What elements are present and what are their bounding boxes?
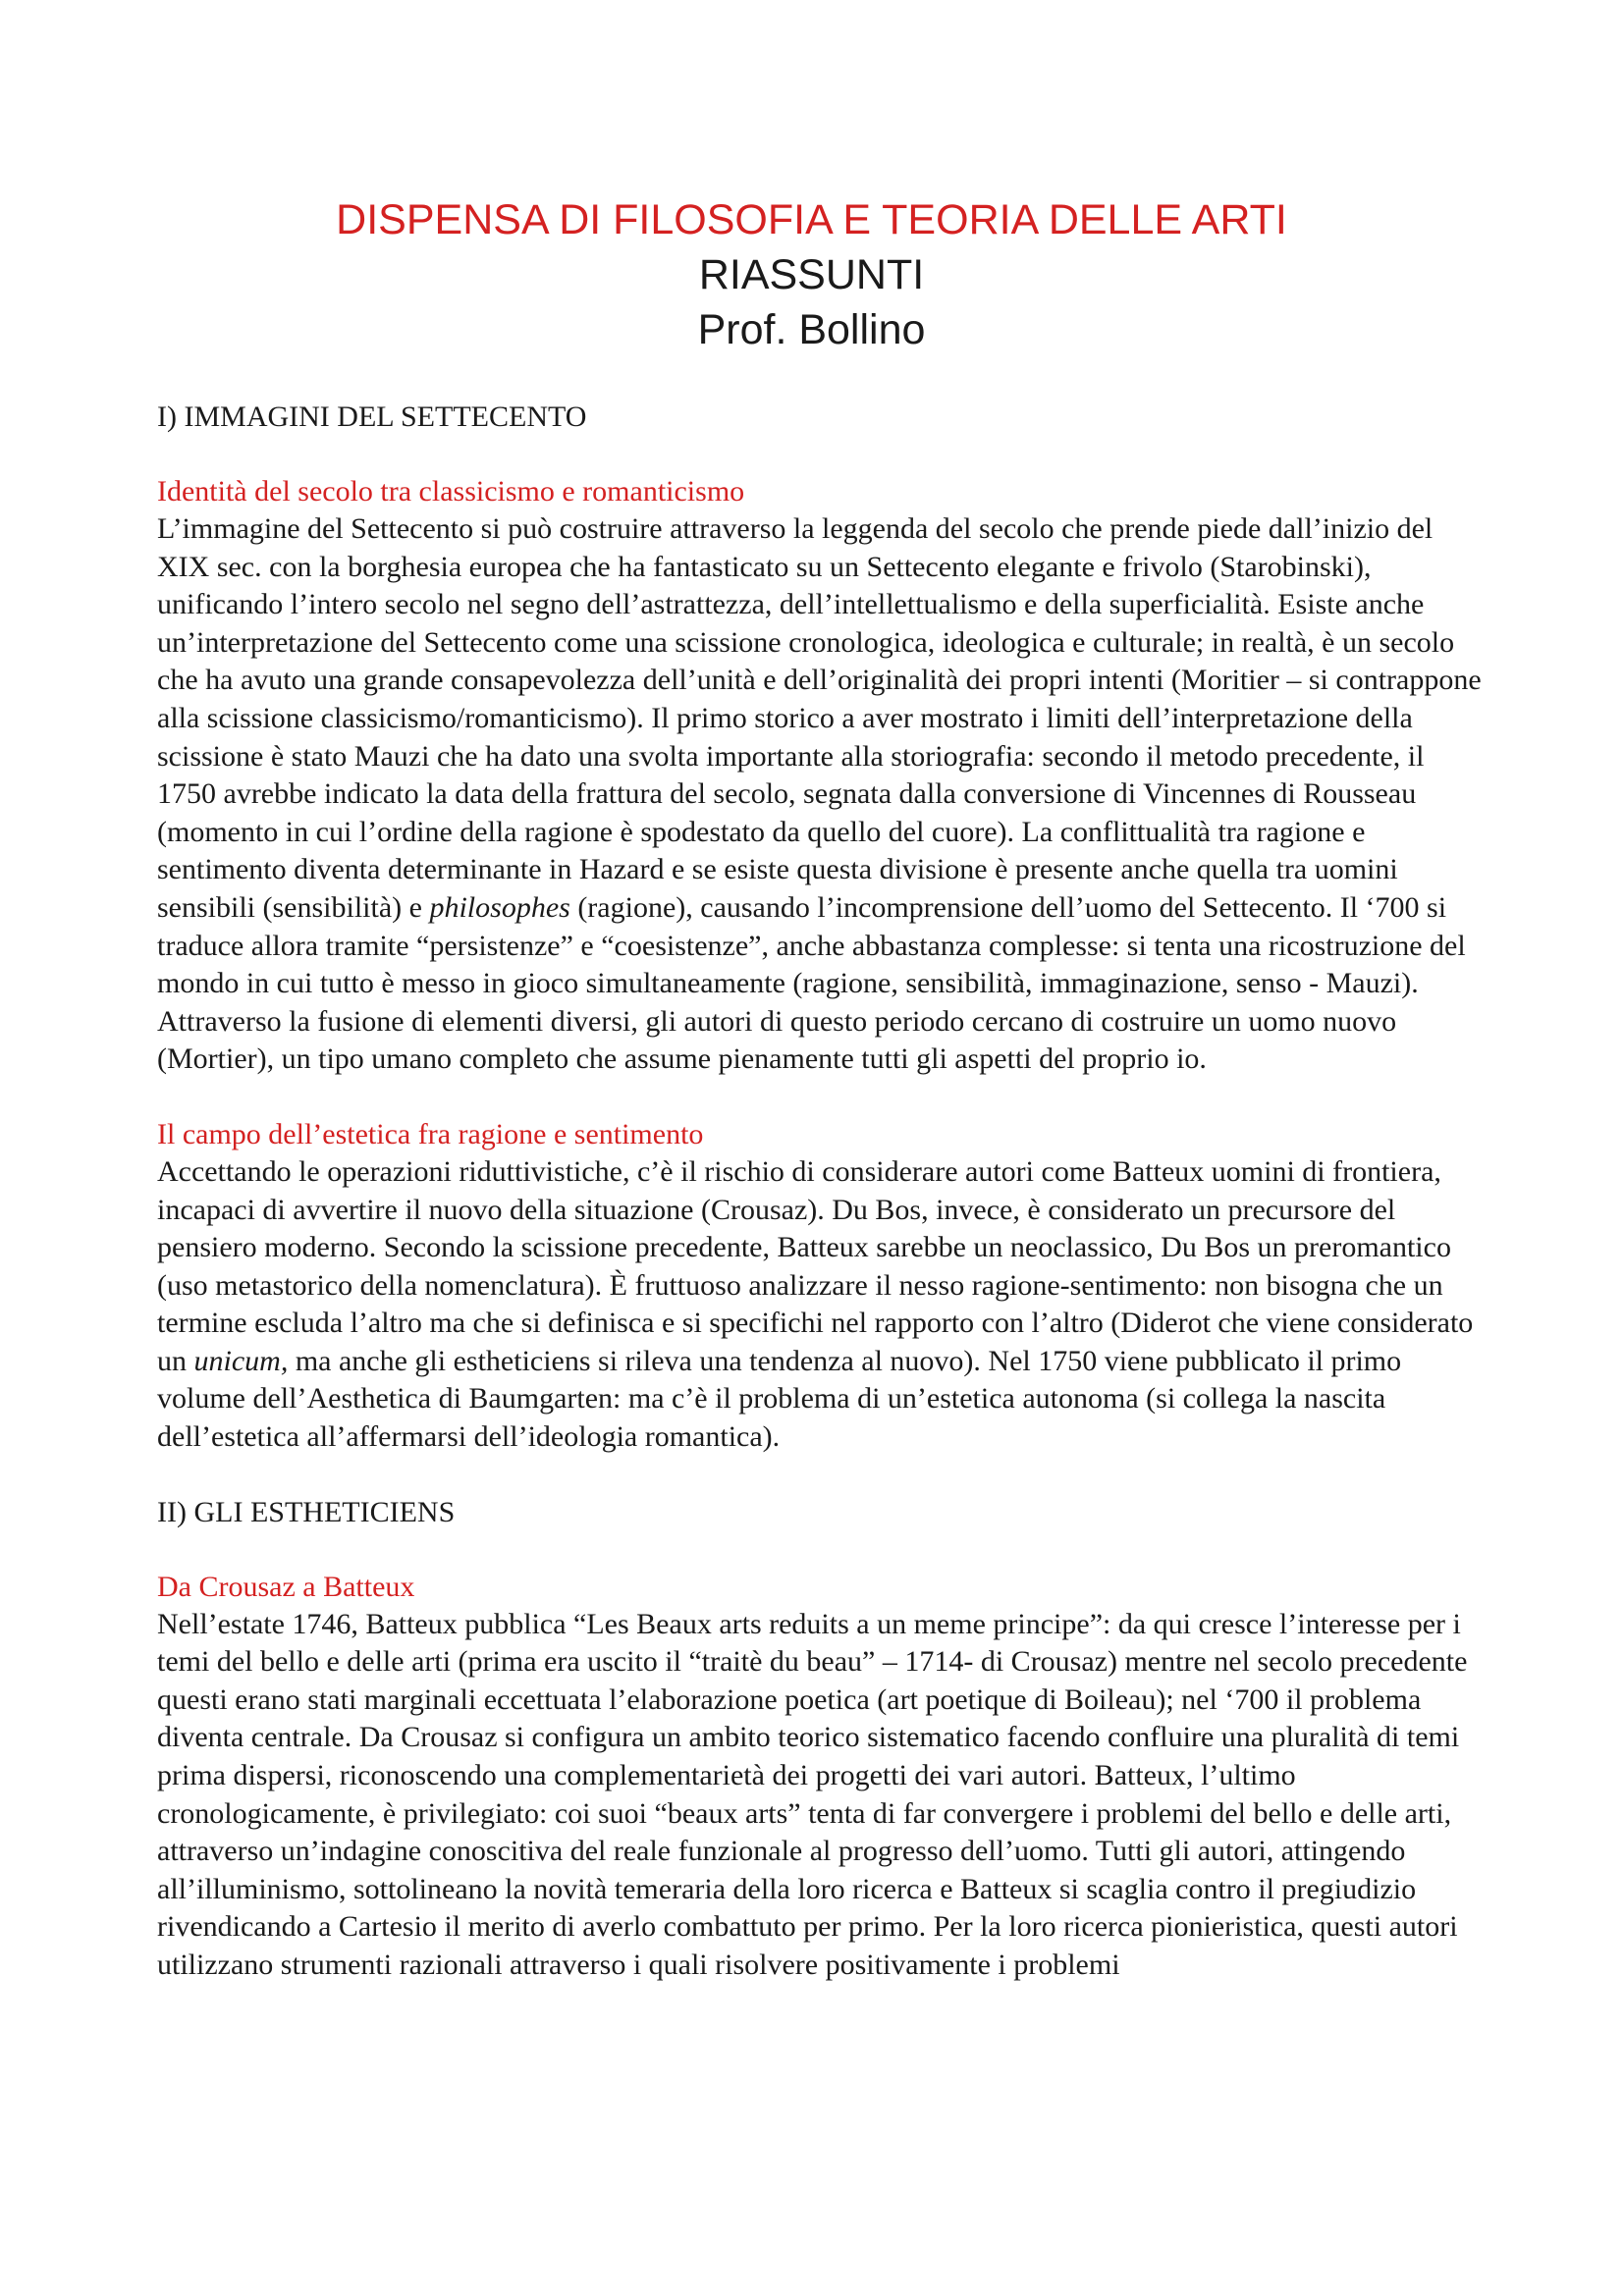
section-paragraph: L’immagine del Settecento si può costruire attraverso la leggenda del secolo che prende piede dall’inizio del XIX sec. con la borghesia europea che ha fantasticato su un Settecento elegante e frivolo (Starobinski), unificando l’intero secolo nel segno dell’astrattezza, dell’intellettualismo e della superficialità. Esiste anche un’interpretazione del Settecento come una scissione cronologica, ideologica e culturale; in realtà, è un secolo che ha avuto una grande consapevolezza dell’unità e dell’originalità dei propri intenti (Moritier – si contrappone alla scissione classicismo/romanticismo). Il primo storico a aver mostrato i limiti dell’interpretazione della scissione è stato Mauzi che ha dato una svolta importante alla storiografia: secondo il metodo precedente, il 1750 avrebbe indicato la data della frattura del secolo, segnata dalla conversione di Vincennes di Rousseau (momento in cui l’ordine della ragione è spodestato da quello del cuore). La conflittualità tra ragione e sentimento diventa determinante in Hazard e se esiste questa divisione è presente anche quella tra uomini sensibili (sensibilità) e philosophes (ragione), causando l’incomprensione dell’uomo del Settecento. Il ‘700 si traduce allora tramite “persistenze” e “coesistenze”, anche abbastanza complesse: si tenta una ricostruzione del mondo in cui tutto è messo in gioco simultaneamente (ragione, sensibilità, immaginazione, senso - Mauzi). Attraverso la fusione di elementi diversi, gli autori di questo periodo cercano di costruire un uomo nuovo (Mortier), un tipo umano completo che assume pienamente tutti gli aspetti del proprio io.	[157, 512, 1482, 1076]
chapter-heading: II) GLI ESTHETICIENS	[157, 1495, 456, 1528]
document-title: DISPENSA DI FILOSOFIA E TEORIA DELLE ARTI	[336, 196, 1287, 243]
document-author: Prof. Bollino	[697, 306, 926, 353]
document-subtitle: RIASSUNTI	[698, 251, 925, 298]
emphasis-term: philosophes	[429, 890, 570, 924]
chapter-heading: I) IMMAGINI DEL SETTECENTO	[157, 400, 587, 433]
section-title: Il campo dell’estetica fra ragione e sentimento	[157, 1117, 704, 1150]
title-block	[0, 192, 1623, 357]
document-body	[157, 399, 1483, 1985]
section-paragraph: Accettando le operazioni riduttivistiche, c’è il rischio di considerare autori come Batteux uomini di frontiera, incapaci di avvertire il nuovo della situazione (Crousaz). Du Bos, invece, è considerato un precursore del pensiero moderno. Secondo la scissione precedente, Batteux sarebbe un neoclassico, Du Bos un preromantico (uso metastorico della nomenclatura). È fruttuoso analizzare il nesso ragione-sentimento: non bisogna che un termine escluda l’altro ma che si definisca e si specifichi nel rapporto con l’altro (Diderot che viene considerato un unicum, ma anche gli estheticiens si rileva una tendenza al nuovo). Nel 1750 viene pubblicato il primo volume dell’Aesthetica di Baumgarten: ma c’è il problema di un’estetica autonoma (si collega la nascita dell’estetica all’affermarsi dell’ideologia romantica).	[157, 1154, 1474, 1454]
section-title: Identità del secolo tra classicismo e romanticismo	[157, 475, 745, 507]
section-title: Da Crousaz a Batteux	[157, 1570, 415, 1603]
section-paragraph: Nell’estate 1746, Batteux pubblica “Les Beaux arts reduits a un meme principe”: da qui cresce l’interesse per i temi del bello e delle arti (prima era uscito il “traitè du beau” – 1714- di Crousaz) mentre nel secolo precedente questi erano stati marginali eccettuata l’elaborazione poetica (art poetique di Boileau); nel ‘700 il problema diventa centrale. Da Crousaz si configura un ambito teorico sistematico facendo confluire una pluralità di temi prima dispersi, riconoscendo una complementarietà dei progetti dei vari autori. Batteux, l’ultimo cronologicamente, è privilegiato: coi suoi “beaux arts” tenta di far convergere i problemi del bello e delle arti, attraverso un’indagine conoscitiva del reale funzionale al progresso dell’uomo. Tutti gli autori, attingendo all’illuminismo, sottolineano la novità temeraria della loro ricerca e Batteux si scaglia contro il pregiudizio rivendicando a Cartesio il merito di averlo combattuto per primo. Per la loro ricerca pionieristica, questi autori utilizzano strumenti razionali attraverso i quali risolvere positivamente i problemi	[157, 1607, 1468, 1981]
emphasis-term: unicum,	[193, 1344, 289, 1377]
